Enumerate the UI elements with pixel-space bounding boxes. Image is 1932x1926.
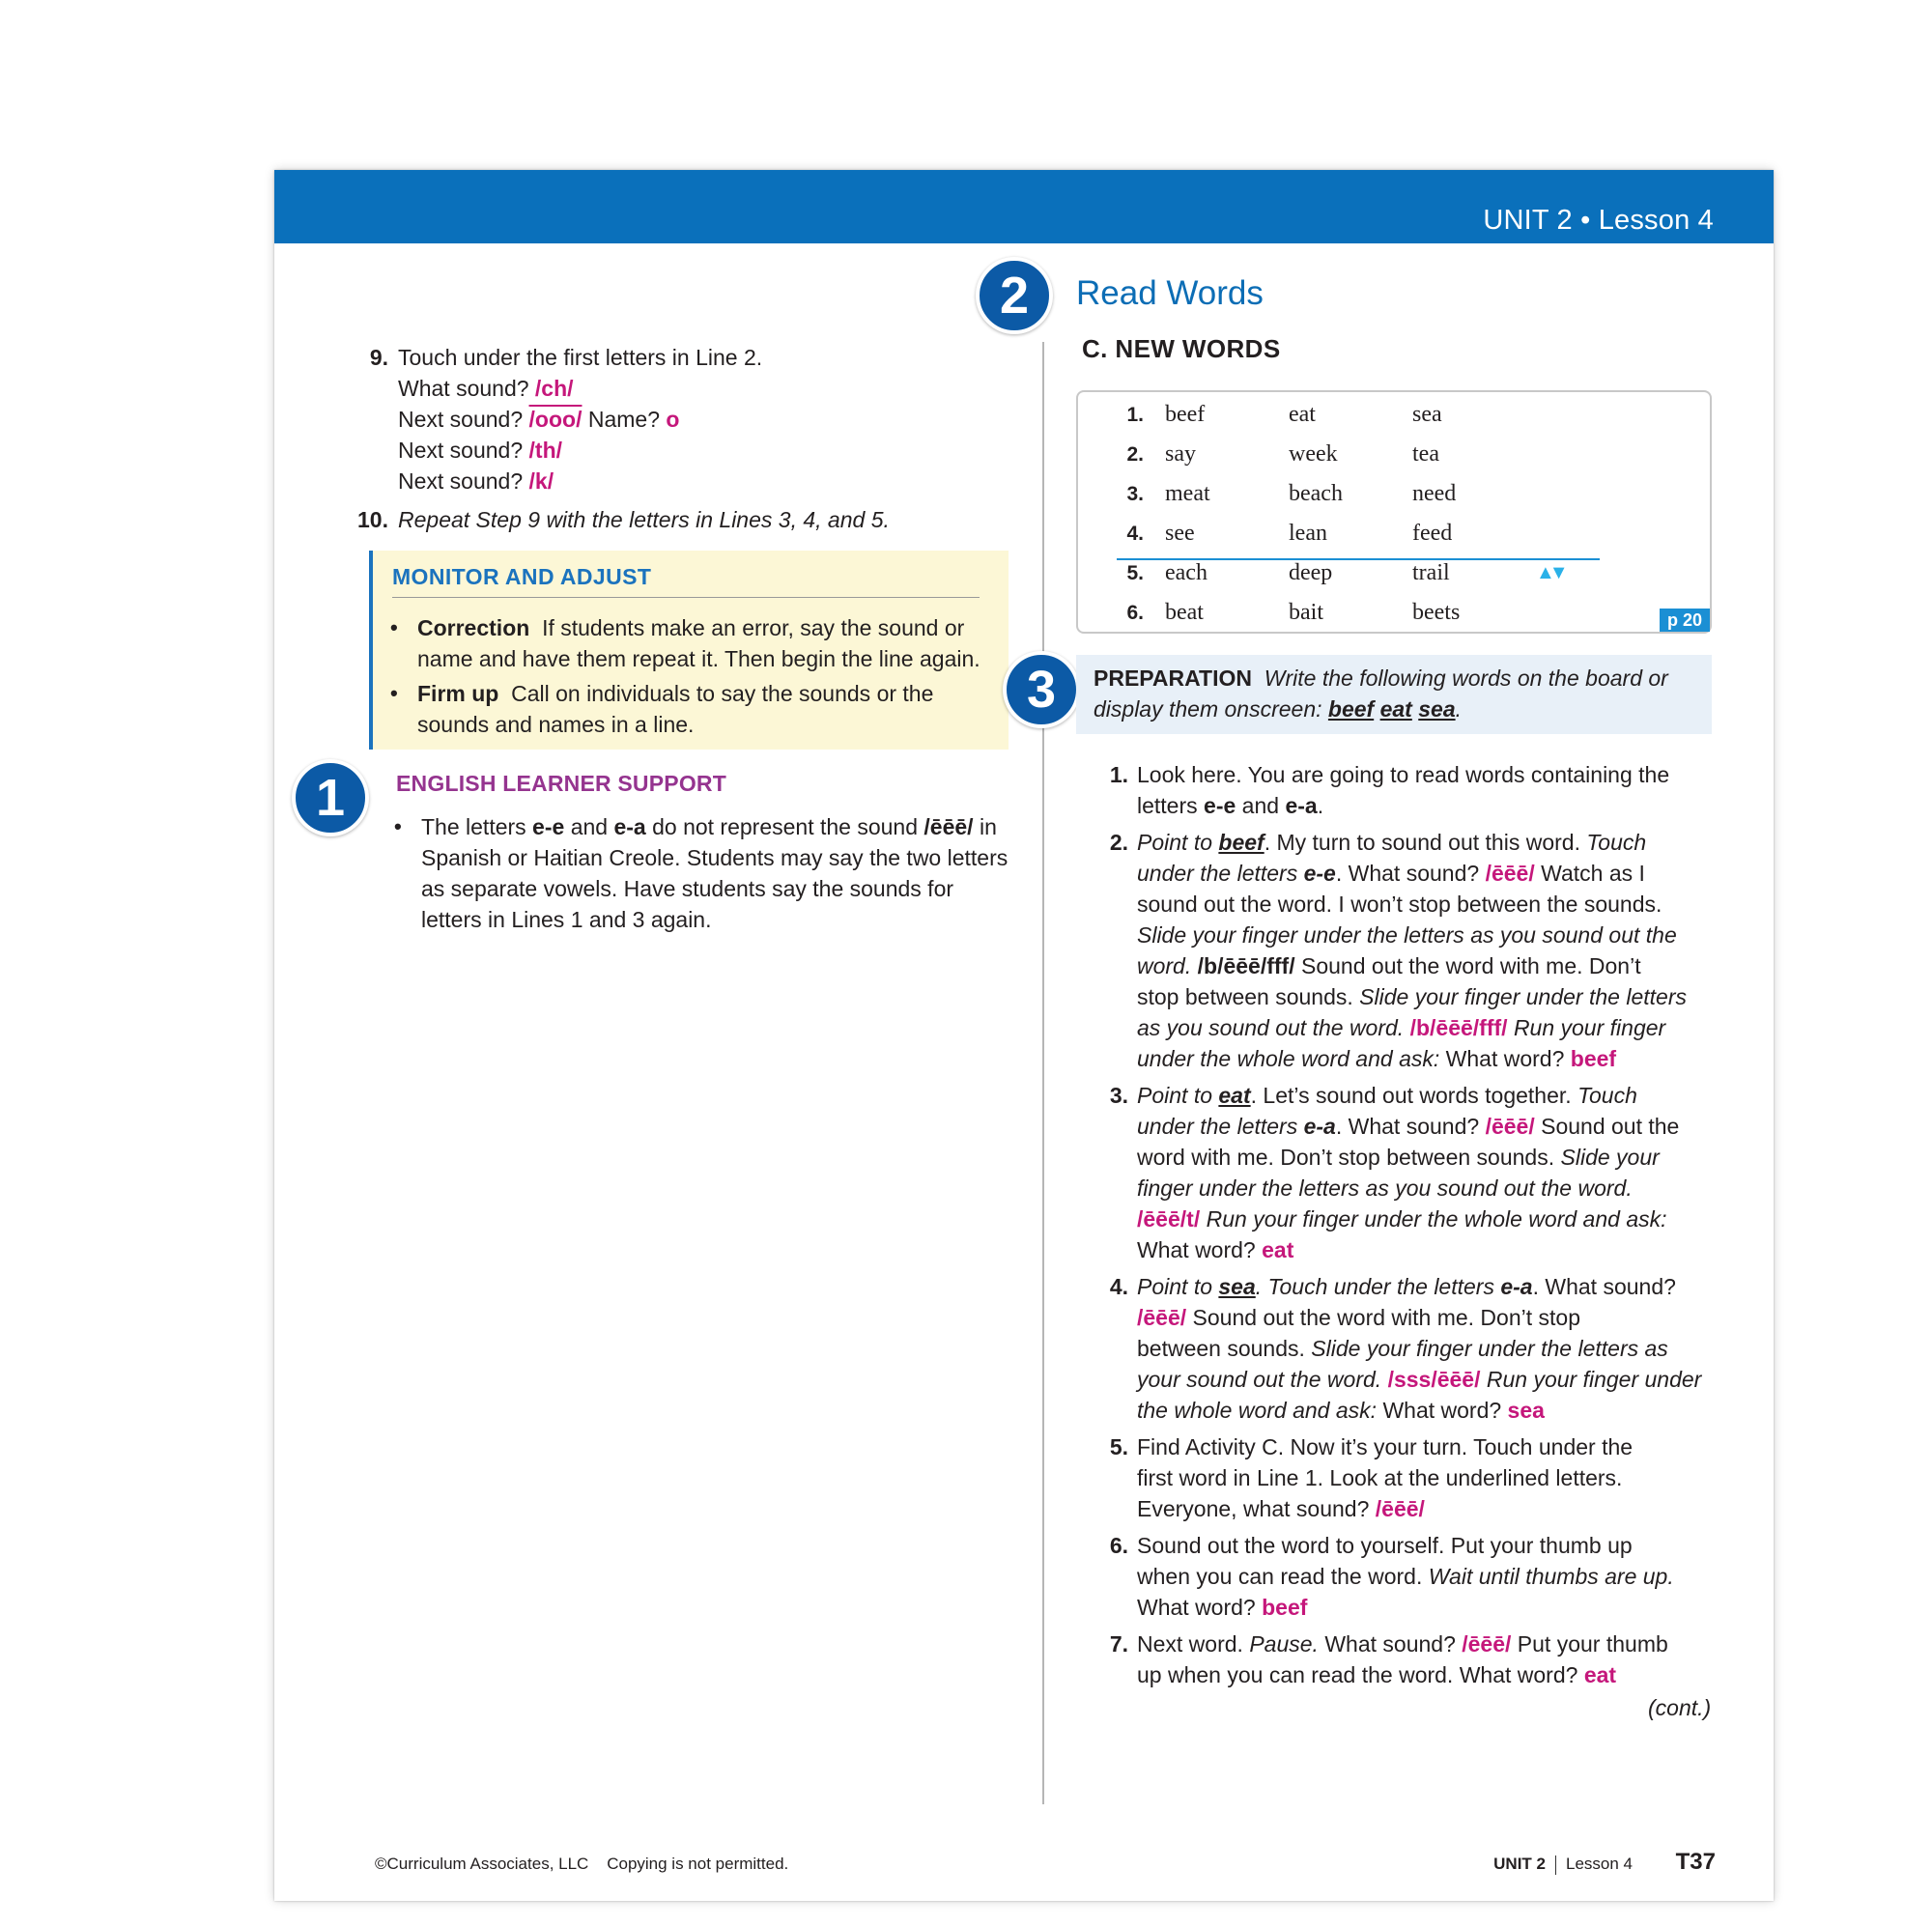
word: lean: [1289, 521, 1327, 546]
step-text: /ēēē/ Sound out the word with me. Don’t stop: [1137, 1305, 1580, 1330]
step-text: under the whole word and ask: What word? beef: [1137, 1046, 1617, 1071]
ell-text: The letters e-e and e-a do not represent the sound /ēēē/ in: [421, 814, 997, 839]
bullet-icon: •: [390, 681, 398, 705]
step-text: Next word. Pause. What sound? /ēēē/ Put your thumb: [1137, 1631, 1668, 1657]
step-number: 4.: [1109, 1274, 1128, 1299]
step-text: Everyone, what sound? /ēēē/: [1137, 1496, 1425, 1521]
word-row: [1078, 592, 1710, 631]
preparation-text: PREPARATION Write the following words on the board or display them onscreen: beef eat sea.: [1094, 666, 1668, 722]
word: beef: [1165, 402, 1206, 427]
step-text: Next sound? /ooo/ Name? o: [398, 407, 680, 432]
step-text: when you can read the word. Wait until thumbs are up.: [1137, 1564, 1674, 1589]
page-number: T37: [1675, 1849, 1716, 1875]
unit-lesson-title: UNIT 2 • Lesson 4: [1483, 205, 1714, 236]
teacher-guide-page: [274, 170, 1774, 1901]
step-text: Touch under the first letters in Line 2.: [398, 345, 763, 370]
subsection-title: C. NEW WORDS: [1082, 334, 1281, 363]
firmup-text: sounds and names in a line.: [417, 712, 695, 737]
answer: o: [666, 407, 680, 432]
ell-title: ENGLISH LEARNER SUPPORT: [396, 771, 726, 796]
step-number: 5.: [1109, 1434, 1128, 1459]
bullet-icon: •: [394, 814, 402, 838]
word: sea: [1412, 402, 1442, 427]
step-number: 10.: [357, 507, 388, 532]
row-number: 4.: [1126, 523, 1144, 545]
row-number: 1.: [1126, 404, 1144, 426]
step-text: Point to beef. My turn to sound out this word. Touch: [1137, 830, 1647, 855]
answer: /ooo/: [528, 407, 582, 432]
column-divider: [1042, 342, 1044, 1804]
section-badge-2: 2: [976, 257, 1053, 334]
callout-badge-1: 1: [292, 759, 369, 836]
step-number: 1.: [1109, 762, 1128, 787]
word: deep: [1289, 560, 1333, 585]
correction-text: name and have them repeat it. Then begin the line again.: [417, 646, 980, 671]
step-text: Point to eat. Let’s sound out words together. Touch: [1137, 1083, 1637, 1108]
word: trail: [1412, 560, 1450, 585]
step-text: between sounds. Slide your finger under the letters as: [1137, 1336, 1668, 1361]
step-number: 6.: [1109, 1533, 1128, 1558]
page-reference-tag: p 20: [1660, 609, 1710, 632]
footer-unit-lesson: UNIT 2 Lesson 4: [1493, 1855, 1633, 1873]
step-text: What sound? /ch/: [398, 376, 574, 401]
step-number: 3.: [1109, 1083, 1128, 1108]
word: need: [1412, 481, 1457, 506]
word: eat: [1289, 402, 1316, 427]
step-text: stop between sounds. Slide your finger under the letters: [1137, 984, 1687, 1009]
step-text: Find Activity C. Now it’s your turn. Touch under the: [1137, 1434, 1634, 1459]
step-text: your sound out the word. /sss/ēēē/ Run your finger under: [1137, 1367, 1702, 1392]
word-row: [1078, 552, 1710, 591]
word: each: [1165, 560, 1208, 585]
answer: /ch/: [534, 376, 574, 401]
row-number: 3.: [1126, 483, 1144, 505]
word-row: [1078, 394, 1710, 433]
ell-text: letters in Lines 1 and 3 again.: [421, 907, 712, 932]
ell-text: Spanish or Haitian Creole. Students may say the two letters: [421, 845, 1009, 870]
preparation-box: [1076, 655, 1712, 734]
step-text: as you sound out the word. /b/ēēē/fff/ Run your finger: [1137, 1015, 1666, 1040]
step-text: letters e-e and e-a.: [1137, 793, 1324, 818]
header-banner: [274, 170, 1774, 243]
step-text: finger under the letters as you sound out the word.: [1137, 1175, 1633, 1201]
word: beat: [1165, 600, 1204, 625]
word-row: [1078, 473, 1710, 512]
step-text: the whole word and ask: What word? sea: [1137, 1398, 1545, 1423]
answer: /th/: [528, 438, 563, 463]
step-text: Repeat Step 9 with the letters in Lines 3, 4, and 5.: [398, 507, 890, 532]
word-row: [1078, 434, 1710, 472]
step-text: sound out the word. I won’t stop between the sounds.: [1137, 892, 1662, 917]
step-text: Look here. You are going to read words containing the: [1137, 762, 1670, 787]
monitor-and-adjust-box: [369, 551, 1009, 750]
step-number: 9.: [369, 345, 388, 370]
monitor-title: MONITOR AND ADJUST: [392, 564, 652, 589]
row-number: 2.: [1126, 443, 1144, 466]
correction-text: Correction If students make an error, say the sound or: [417, 615, 965, 640]
row-number: 6.: [1126, 602, 1144, 624]
firmup-text: Firm up Call on individuals to say the sounds or the: [417, 681, 934, 706]
word-row: [1078, 513, 1710, 552]
word: beets: [1412, 600, 1461, 625]
step-text: under the letters e-a. What sound? /ēēē/ Sound out the: [1137, 1114, 1680, 1139]
step-text: under the letters e-e. What sound? /ēēē/ Watch as I: [1137, 861, 1645, 886]
step-text: word. /b/ēēē/fff/ Sound out the word with me. Don’t: [1137, 953, 1641, 978]
ell-text: as separate vowels. Have students say the sounds for: [421, 876, 954, 901]
row-number: 5.: [1126, 562, 1144, 584]
step-text: /ēēē/t/ Run your finger under the whole word and ask:: [1137, 1206, 1667, 1232]
callout-badge-3: 3: [1003, 651, 1080, 728]
word: beach: [1289, 481, 1343, 506]
word: see: [1165, 521, 1195, 546]
answer: /k/: [528, 468, 554, 494]
continued-note: (cont.): [1648, 1695, 1712, 1720]
word-list-box: [1076, 390, 1712, 634]
word: tea: [1412, 441, 1439, 467]
step-text: Point to sea. Touch under the letters e-a. What sound?: [1137, 1274, 1676, 1299]
word: week: [1289, 441, 1338, 467]
step-text: first word in Line 1. Look at the underlined letters.: [1137, 1465, 1623, 1490]
word: feed: [1412, 521, 1453, 546]
copyright: ©Curriculum Associates, LLC Copying is not permitted.: [375, 1855, 789, 1873]
step-text: Slide your finger under the letters as you sound out the: [1137, 922, 1677, 948]
word: say: [1165, 441, 1196, 467]
bullet-icon: •: [390, 615, 398, 639]
step-text: up when you can read the word. What word? eat: [1137, 1662, 1617, 1687]
step-text: Next sound? /th/: [398, 438, 563, 463]
step-number: 2.: [1109, 830, 1128, 855]
step-text: What word? eat: [1137, 1237, 1294, 1262]
step-number: 7.: [1109, 1631, 1128, 1657]
word: meat: [1165, 481, 1210, 506]
step-text: Next sound? /k/: [398, 468, 554, 494]
step-text: What word? beef: [1137, 1595, 1308, 1620]
step-text: Sound out the word to yourself. Put your thumb up: [1137, 1533, 1633, 1558]
divider: [392, 597, 980, 598]
word: bait: [1289, 600, 1323, 625]
review-arrows-icon: ▲▼: [1536, 562, 1563, 583]
step-text: word with me. Don’t stop between sounds. Slide your: [1137, 1145, 1660, 1170]
section-title: Read Words: [1076, 274, 1264, 312]
